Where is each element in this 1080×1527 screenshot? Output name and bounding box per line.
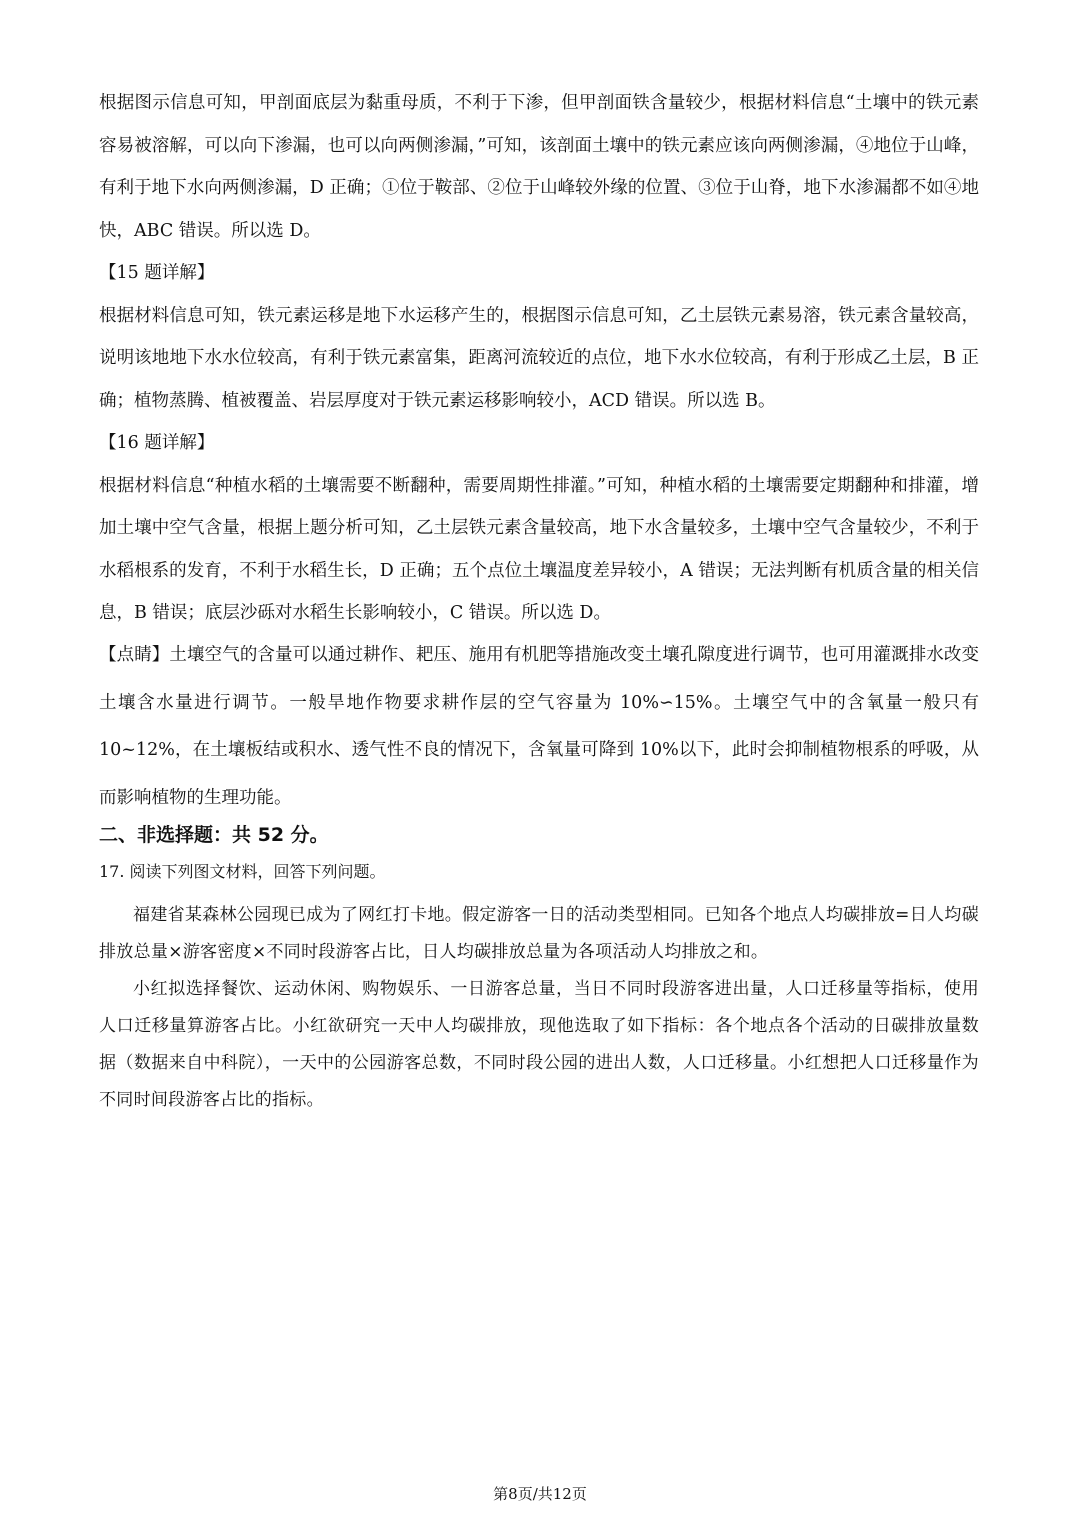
question-16-detail <box>99 422 979 635</box>
material-paragraph-2: 小红拟选择餐饮、运动休闲、购物娱乐、一日游客总量，当日不同时段游客进出量，人口迁移量等指标，使用人口迁移量算游客占比。小红欲研究一天中人均碳排放，现他选取了如下指标：各个地点各个活动的日碳排放量数据（数据来自中科院），一天中的公园游客总数，不同时段公园的进出人数，人口迁移量。小红想把人口迁移量作为不同时间段游客占比的指标。 <box>99 979 979 1110</box>
question-17-stem: 17. 阅读下列图文材料，回答下列问题。 <box>99 862 386 881</box>
tip-label: 【点睛】 <box>99 645 170 665</box>
tip-text: 土壤空气的含量可以通过耕作、耙压、施用有机肥等措施改变土壤孔隙度进行调节，也可用灌溉排水改变土壤含水量进行调节。一般旱地作物要求耕作层的空气容量为 10%∽15%。土壤空气中的含氧量一般只有 10~12%，在土壤板结或积水、透气性不良的情况下，含氧量可降到 10%以下，此时会抑制植物根系的呼吸，从而影响植物的生理功能。 <box>99 645 980 808</box>
section-two <box>99 821 979 849</box>
page-footer: 第8页/共12页 <box>493 1485 587 1503</box>
question-16-text: 根据材料信息“种植水稻的土壤需要不断翻种，需要周期性排灌。”可知，种植水稻的土壤需要定期翻种和排灌，增加土壤中空气含量，根据上题分析可知，乙土层铁元素含量较高，地下水含量较多，土壤中空气含量较少，不利于水稻根系的发育，不利于水稻生长，D 正确；五个点位土壤温度差异较小，A 错误；无法判断有机质含量的相关信息，B 错误；底层沙砾对水稻生长影响较小，C 错误。所以选 D。 <box>99 475 979 623</box>
question-17 <box>99 858 979 886</box>
question-16-heading: 【16 题详解】 <box>99 433 215 453</box>
question-15-text: 根据材料信息可知，铁元素运移是地下水运移产生的，根据图示信息可知，乙土层铁元素易溶，铁元素含量较高，说明该地地下水水位较高，有利于铁元素富集，距离河流较近的点位，地下水水位较高，有利于形成乙土层，B 正确；植物蒸腾、植被覆盖、岩层厚度对于铁元素运移影响较小，ACD 错误。所以选 B。 <box>99 305 979 411</box>
question-15-detail <box>99 252 979 422</box>
answer-14-explanation <box>99 82 979 252</box>
tip-block <box>99 632 979 822</box>
question-15-heading: 【15 题详解】 <box>99 263 215 283</box>
tip-paragraph <box>99 632 979 822</box>
question-17-material <box>99 897 979 1119</box>
material-paragraph-1: 福建省某森林公园现已成为了网红打卡地。假定游客一日的活动类型相同。已知各个地点人均碳排放=日人均碳排放总量×游客密度×不同时段游客占比，日人均碳排放总量为各项活动人均排放之和。 <box>99 905 979 962</box>
section-title: 二、非选择题：共 52 分。 <box>99 824 329 846</box>
answer-14-text: 根据图示信息可知，甲剖面底层为黏重母质，不利于下渗，但甲剖面铁含量较少，根据材料信息“土壤中的铁元素容易被溶解，可以向下渗漏，也可以向两侧渗漏，”可知，该剖面土壤中的铁元素应该向两侧渗漏，④地位于山峰，有利于地下水向两侧渗漏，D 正确；①位于鞍部、②位于山峰较外缘的位置、③位于山脊，地下水渗漏都不如④地快，ABC 错误。所以选 D。 <box>99 93 979 241</box>
